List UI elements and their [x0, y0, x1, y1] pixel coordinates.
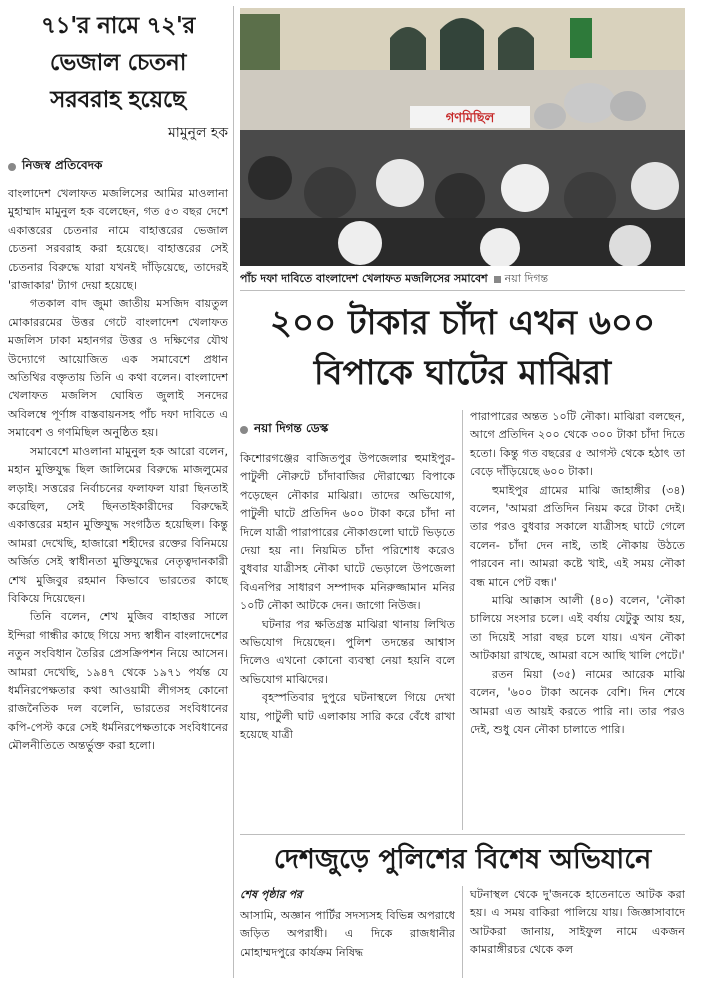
photo-caption — [240, 270, 685, 289]
left-headline — [8, 8, 228, 119]
left-article — [8, 6, 228, 978]
bottom-paragraph: আসামি, অজ্ঞান পার্টির সদস্যসহ বিভিন্ন অপরাধে জড়িত অপরাধী। এ দিকে রাজধানীর মোহাম্মদপুরে কার্যক্রম নিষিদ্ধ — [240, 909, 455, 959]
left-headline-line3: সরবরাহ হয়েছে — [50, 87, 186, 113]
caption-divider — [240, 290, 685, 291]
left-headline-line2: ভেজাল চেতনা — [49, 50, 187, 76]
rally-photo — [240, 8, 685, 266]
continued-label: শেষ পৃষ্ঠার পর — [240, 888, 303, 901]
left-desk — [8, 157, 228, 177]
banner-text: গণমিছিল — [445, 111, 495, 126]
left-paragraph: বাংলাদেশ খেলাফত মজলিসের আমির মাওলানা মুহাম্মাদ মামুনুল হক বলেছেন, গত ৫৩ বছর দেশে একাত্তরের চেতনার নামে বাহাত্তরের ভেজাল চেতনা সরবরাহ করা হয়েছে। বাহাত্তরের সেই চেতনার বিরুদ্ধে যারা যখনই দাঁড়িয়েছে, তাদেরই 'রাজাকার' ট্যাগ দেয়া হয়েছে। — [8, 187, 228, 293]
section-divider — [240, 834, 685, 835]
main-paragraph: বৃহস্পতিবার দুপুরে ঘটনাস্থলে গিয়ে দেখা যায়, পাটুলী ঘাট এলাকায় সারি করে বেঁধে রাখা হয়েছে যাত্রী — [240, 691, 455, 742]
square-bullet-icon — [494, 276, 501, 283]
main-paragraph: রতন মিয়া (৩৫) নামের আরেক মাঝি বলেন, '৬০০ টাকা অনেক বেশি। দিন শেষে আমরা এত আয়ই করতে পারি না। তার পরও দেই, শুধু যেন নৌকা চালাতে পারি। — [470, 667, 685, 736]
photo-credit — [494, 270, 548, 289]
main-desk-label: নয়া দিগন্ত ডেস্ক — [254, 421, 329, 435]
column-divider — [462, 410, 463, 830]
left-paragraph: গতকাল বাদ জুমা জাতীয় মসজিদ বায়তুল মোকাররমের উত্তর গেটে বাংলাদেশ খেলাফত মজলিস ঢাকা মহানগর উত্তর ও দক্ষিণের যৌথ উদ্যোগে আয়োজিত এক সমাবেশে প্রধান অতিথির বক্তৃতায় তিনি এ কথা বলেন। বাংলাদেশ খেলাফত মজলিস ঘোষিত জুলাই সনদের অবিলম্বে পূর্ণাঙ্গ বাস্তবায়নসহ পাঁচ দফা দাবিতে এ সমাবেশ ও গণমিছিল অনুষ্ঠিত হয়। — [8, 297, 228, 440]
main-paragraph: কিশোরগঞ্জের বাজিতপুর উপজেলার হুমাইপুর-পাটুলী নৌরুটে চাঁদাবাজির দৌরাত্ম্যে বিপাকে পড়েছেন নৌকার মাঝিরা। তাদের অভিযোগ, পাটুলী ঘাটে প্রতিদিন ৬০০ টাকা করে চাঁদা না দিলে যাত্রী পারাপারের নৌকাগুলো ঘাটে ভিড়তে দেয়া হয় না। নিয়মিত চাঁদা পরিশোধ করেও বুধবার যাত্রীসহ নৌকা ঘাটে ভেড়ালে উপজেলা বিএনপির সাধারণ সম্পাদক মনিরুজ্জামান মনির ১০টি নৌকা আটকে দেন। জাগো নিউজ। — [240, 452, 455, 613]
column-divider — [462, 886, 463, 978]
main-headline-line2: বিপাকে ঘাটের মাঝিরা — [313, 353, 612, 393]
left-paragraph: তিনি বলেন, শেখ মুজিব বাহাত্তর সালে ইন্দিরা গান্ধীর কাছে গিয়ে সদ্য স্বাধীন বাংলাদেশের নতুন সংবিধান তৈরির প্রেসক্রিপশন নিয়ে আসেন। আমরা দেখেছি, ১৯৪৭ থেকে ১৯৭১ পর্যন্ত যে ধর্মনিরপেক্ষতার কথা আওয়ামী লীগসহ কোনো রাজনৈতিক দল বলেনি, ভারতের সংবিধানের কপি-পেস্ট করে সেই ধর্মনিরপেক্ষতাকে সংবিধানের মৌলনীতিতে অন্তর্ভুক্ত করা হলো। — [8, 610, 228, 753]
bullet-icon — [240, 426, 248, 434]
main-article-col1 — [240, 420, 455, 745]
photo-credit-text: নয়া দিগন্ত — [504, 272, 549, 285]
main-paragraph: পারাপারের অন্তত ১০টি নৌকা। মাঝিরা বলছেন, আগে প্রতিদিন ২০০ থেকে ৩০০ টাকা চাঁদা দিতে হতো। কিন্তু গত বছরের ৫ আগস্ট থেকে হঠাৎ তা বেড়ে দাঁড়িয়েছে ৬০০ টাকা। — [470, 410, 685, 479]
left-byline: মামুনুল হক — [168, 125, 228, 141]
left-desk-label: নিজস্ব প্রতিবেদক — [22, 158, 103, 172]
column-divider — [233, 6, 234, 978]
rally-photo-image — [240, 8, 685, 266]
main-paragraph: হুমাইপুর গ্রামের মাঝি জাহাঙ্গীর (৩৪) বলেন, 'আমরা প্রতিদিন নিয়ম করে টাকা দেই। তার পরও বুধবার সকালে যাত্রীসহ ঘাটে গেলে বলেন- চাঁদা দেন নাই, তাই নৌকায় উঠতে পারবেন না। আমরা কষ্টে খাই, এই সময় নৌকা বন্ধ মানে পেট বন্ধ।' — [470, 483, 685, 589]
bullet-icon — [8, 163, 16, 171]
left-paragraph: সমাবেশে মাওলানা মামুনুল হক আরো বলেন, মহান মুক্তিযুদ্ধ ছিল জালিমের বিরুদ্ধে মাজলুমের লড়াই। সত্তরের নির্বাচনের ফলাফল যারা ছিনতাই করেছিল, সেই ছিনতাইকারীদের বিরুদ্ধেই একাত্তরের মহান মুক্তিযুদ্ধ সংগঠিত হয়েছিল। কিন্তু আমরা দেখেছি, হাজারো শহীদের রক্তের বিনিময়ে অর্জিত সেই স্বাধীনতা মুক্তিযুদ্ধের নেতৃত্বদানকারী শেখ মুজিবুর রহমান কিভাবে ভারতের কাছে বিকিয়ে দিয়েছেন। — [8, 444, 228, 605]
main-article-col2 — [470, 408, 685, 739]
left-headline-line1: ৭১'র নামে ৭২'র — [41, 13, 195, 39]
main-headline-line1: ২০০ টাকার চাঁদা এখন ৬০০ — [269, 303, 656, 343]
bottom-article-col1 — [240, 886, 455, 962]
main-headline — [240, 298, 685, 398]
bottom-headline: দেশজুড়ে পুলিশের বিশেষ অভিযানে — [273, 844, 652, 875]
photo-caption-text: পাঁচ দফা দাবিতে বাংলাদেশ খেলাফত মজলিসের সমাবেশ — [240, 272, 488, 285]
main-paragraph: ঘটনার পর ক্ষতিগ্রস্ত মাঝিরা থানায় লিখিত অভিযোগ দিয়েছেন। পুলিশ তদন্তের আশ্বাস দিলেও এখনো কোনো ব্যবস্থা নেয়া হয়নি বলে অভিযোগ মাঝিদের। — [240, 617, 455, 686]
main-desk — [240, 420, 455, 440]
bottom-paragraph: ঘটনাস্থল থেকে দু'জনকে হাতেনাতে আটক করা হয়। এ সময় বাকিরা পালিয়ে যায়। জিজ্ঞাসাবাদে আটকরা জানায়, সাইফুল নামে একজন কামরাঙ্গীরচর থেকে কল — [470, 888, 685, 957]
main-paragraph: মাঝি আক্কাস আলী (৪০) বলেন, 'নৌকা চালিয়ে সংসার চলে। এই বর্ষায় যেটুকু আয় হয়, তা দিয়েই সারা বছর চলে যায়। এখন নৌকা আটকায়া রাখছে, আমরা বসে আছি খালি পেটে।' — [470, 594, 685, 663]
bottom-article-col2 — [470, 886, 685, 960]
